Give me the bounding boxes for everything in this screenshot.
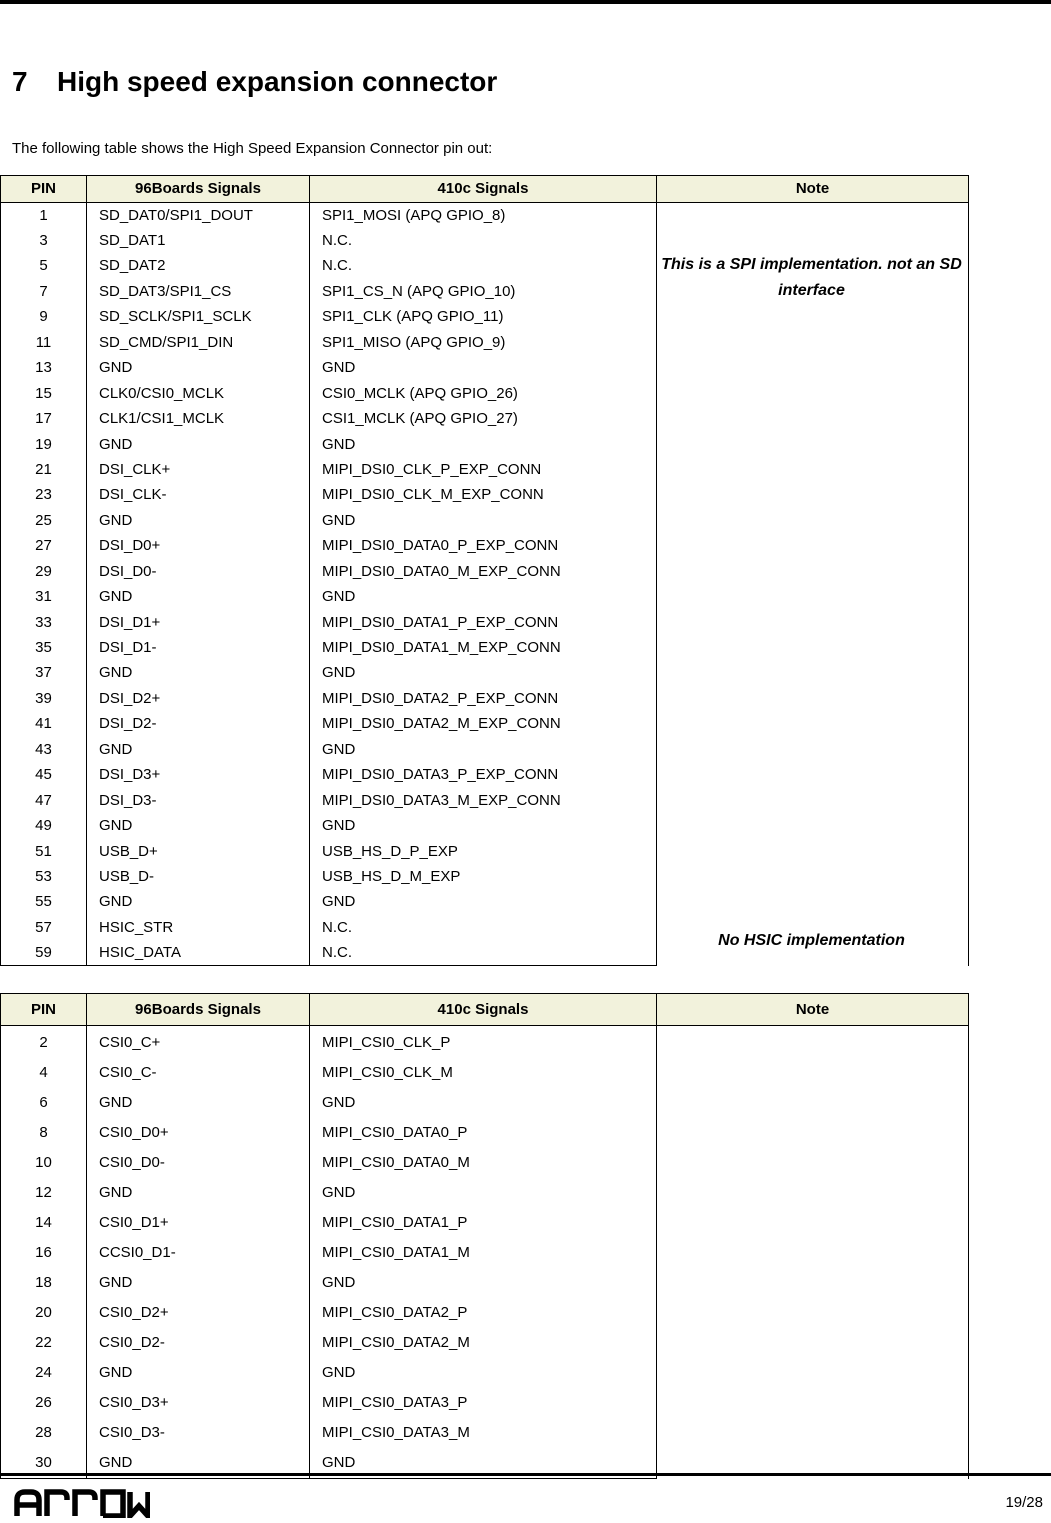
signal-410c-cell: GND — [310, 508, 657, 533]
signal-96boards-cell: CSI0_C+ — [87, 1026, 310, 1059]
header-96boards-signals: 96Boards Signals — [87, 994, 310, 1026]
signal-410c-cell: SPI1_MISO (APQ GPIO_9) — [310, 330, 657, 355]
pin-cell: 14 — [1, 1208, 87, 1238]
signal-96boards-cell: CLK0/CSI0_MCLK — [87, 381, 310, 406]
note-hsic: No HSIC implementation — [718, 932, 905, 949]
signal-410c-cell: MIPI_CSI0_DATA0_P — [310, 1118, 657, 1148]
signal-96boards-cell: DSI_D0+ — [87, 533, 310, 558]
signal-96boards-cell: GND — [87, 813, 310, 838]
signal-96boards-cell: HSIC_DATA — [87, 940, 310, 966]
pin-cell: 27 — [1, 533, 87, 558]
signal-410c-cell: GND — [310, 1268, 657, 1298]
pin-cell: 28 — [1, 1418, 87, 1448]
section-number: 7 — [12, 66, 28, 97]
pin-cell: 47 — [1, 788, 87, 813]
table-header-row — [1, 176, 969, 203]
pin-cell: 31 — [1, 584, 87, 609]
pin-cell: 29 — [1, 559, 87, 584]
pin-cell: 26 — [1, 1388, 87, 1418]
pin-cell: 19 — [1, 432, 87, 457]
signal-96boards-cell: GND — [87, 1178, 310, 1208]
signal-410c-cell: MIPI_DSI0_DATA1_P_EXP_CONN — [310, 610, 657, 635]
header-410c-signals: 410c Signals — [310, 176, 657, 203]
signal-410c-cell: MIPI_CSI0_DATA1_P — [310, 1208, 657, 1238]
signal-410c-cell: GND — [310, 1448, 657, 1479]
signal-410c-cell: MIPI_CSI0_DATA2_M — [310, 1328, 657, 1358]
signal-96boards-cell: CLK1/CSI1_MCLK — [87, 406, 310, 431]
signal-410c-cell: GND — [310, 1088, 657, 1118]
signal-96boards-cell: CSI0_D0- — [87, 1148, 310, 1178]
signal-410c-cell: MIPI_DSI0_DATA1_M_EXP_CONN — [310, 635, 657, 660]
signal-96boards-cell: GND — [87, 1268, 310, 1298]
signal-96boards-cell: GND — [87, 1358, 310, 1388]
signal-96boards-cell: GND — [87, 889, 310, 914]
table-header-row — [1, 994, 969, 1026]
signal-410c-cell: GND — [310, 355, 657, 380]
pin-cell: 3 — [1, 228, 87, 253]
signal-96boards-cell: GND — [87, 584, 310, 609]
pin-cell: 53 — [1, 864, 87, 889]
header-note: Note — [657, 176, 969, 203]
pin-cell: 49 — [1, 813, 87, 838]
signal-96boards-cell: DSI_D3+ — [87, 762, 310, 787]
pin-cell: 8 — [1, 1118, 87, 1148]
table-row — [1, 203, 969, 229]
signal-410c-cell: N.C. — [310, 253, 657, 278]
intro-text: The following table shows the High Speed Expansion Connector pin out: — [12, 140, 493, 157]
signal-96boards-cell: DSI_D1- — [87, 635, 310, 660]
pin-cell: 37 — [1, 660, 87, 685]
signal-96boards-cell: SD_DAT2 — [87, 253, 310, 278]
signal-96boards-cell: SD_DAT1 — [87, 228, 310, 253]
note-cell — [657, 1026, 969, 1479]
header-410c-signals: 410c Signals — [310, 994, 657, 1026]
pin-cell: 5 — [1, 253, 87, 278]
signal-410c-cell: MIPI_CSI0_DATA3_P — [310, 1388, 657, 1418]
signal-96boards-cell: GND — [87, 737, 310, 762]
signal-96boards-cell: DSI_CLK- — [87, 482, 310, 507]
pin-cell: 35 — [1, 635, 87, 660]
signal-96boards-cell: HSIC_STR — [87, 915, 310, 940]
arrow-logo — [14, 1488, 150, 1523]
pin-cell: 18 — [1, 1268, 87, 1298]
signal-410c-cell: SPI1_CLK (APQ GPIO_11) — [310, 304, 657, 329]
signal-96boards-cell: SD_SCLK/SPI1_SCLK — [87, 304, 310, 329]
pin-cell: 30 — [1, 1448, 87, 1479]
pin-cell: 2 — [1, 1026, 87, 1059]
signal-410c-cell: GND — [310, 584, 657, 609]
signal-410c-cell: MIPI_DSI0_DATA2_P_EXP_CONN — [310, 686, 657, 711]
pin-cell: 4 — [1, 1058, 87, 1088]
pin-cell: 59 — [1, 940, 87, 966]
signal-96boards-cell: CSI0_D3+ — [87, 1388, 310, 1418]
pin-cell: 6 — [1, 1088, 87, 1118]
pin-cell: 39 — [1, 686, 87, 711]
signal-96boards-cell: DSI_D2+ — [87, 686, 310, 711]
signal-410c-cell: MIPI_CSI0_DATA1_M — [310, 1238, 657, 1268]
pin-cell: 41 — [1, 711, 87, 736]
pin-cell: 25 — [1, 508, 87, 533]
signal-410c-cell: MIPI_CSI0_DATA0_M — [310, 1148, 657, 1178]
pin-cell: 1 — [1, 203, 87, 229]
signal-96boards-cell: GND — [87, 355, 310, 380]
signal-96boards-cell: SD_DAT0/SPI1_DOUT — [87, 203, 310, 229]
top-rule — [0, 0, 1051, 4]
signal-410c-cell: GND — [310, 660, 657, 685]
signal-410c-cell: SPI1_CS_N (APQ GPIO_10) — [310, 279, 657, 304]
pin-cell: 23 — [1, 482, 87, 507]
signal-410c-cell: GND — [310, 1178, 657, 1208]
signal-96boards-cell: GND — [87, 432, 310, 457]
pin-cell: 16 — [1, 1238, 87, 1268]
pin-cell: 13 — [1, 355, 87, 380]
signal-96boards-cell: CSI0_D2+ — [87, 1298, 310, 1328]
signal-96boards-cell: GND — [87, 660, 310, 685]
page-number: 19/28 — [1005, 1494, 1043, 1511]
signal-410c-cell: N.C. — [310, 940, 657, 966]
signal-410c-cell: GND — [310, 813, 657, 838]
pin-cell: 33 — [1, 610, 87, 635]
signal-410c-cell: GND — [310, 432, 657, 457]
signal-410c-cell: MIPI_CSI0_DATA2_P — [310, 1298, 657, 1328]
signal-96boards-cell: SD_DAT3/SPI1_CS — [87, 279, 310, 304]
footer-rule — [0, 1473, 1051, 1476]
signal-96boards-cell: CSI0_C- — [87, 1058, 310, 1088]
signal-410c-cell: CSI1_MCLK (APQ GPIO_27) — [310, 406, 657, 431]
signal-96boards-cell: GND — [87, 1448, 310, 1479]
pin-cell: 21 — [1, 457, 87, 482]
signal-96boards-cell: CCSI0_D1- — [87, 1238, 310, 1268]
signal-96boards-cell: DSI_D1+ — [87, 610, 310, 635]
signal-410c-cell: MIPI_DSI0_DATA2_M_EXP_CONN — [310, 711, 657, 736]
signal-410c-cell: MIPI_DSI0_DATA3_P_EXP_CONN — [310, 762, 657, 787]
signal-410c-cell: USB_HS_D_P_EXP — [310, 839, 657, 864]
header-96boards-signals: 96Boards Signals — [87, 176, 310, 203]
pin-cell: 51 — [1, 839, 87, 864]
signal-410c-cell: MIPI_DSI0_DATA0_P_EXP_CONN — [310, 533, 657, 558]
header-pin: PIN — [1, 994, 87, 1026]
signal-96boards-cell: CSI0_D1+ — [87, 1208, 310, 1238]
pin-cell: 20 — [1, 1298, 87, 1328]
pin-cell: 9 — [1, 304, 87, 329]
signal-410c-cell: GND — [310, 737, 657, 762]
pin-cell: 24 — [1, 1358, 87, 1388]
signal-96boards-cell: CSI0_D3- — [87, 1418, 310, 1448]
pin-cell: 17 — [1, 406, 87, 431]
signal-410c-cell: CSI0_MCLK (APQ GPIO_26) — [310, 381, 657, 406]
section-heading — [12, 66, 497, 98]
pin-cell: 15 — [1, 381, 87, 406]
signal-410c-cell: MIPI_DSI0_DATA0_M_EXP_CONN — [310, 559, 657, 584]
signal-410c-cell: MIPI_CSI0_CLK_P — [310, 1026, 657, 1059]
pin-cell: 43 — [1, 737, 87, 762]
pin-cell: 12 — [1, 1178, 87, 1208]
signal-96boards-cell: SD_CMD/SPI1_DIN — [87, 330, 310, 355]
signal-410c-cell: MIPI_DSI0_CLK_M_EXP_CONN — [310, 482, 657, 507]
signal-96boards-cell: USB_D+ — [87, 839, 310, 864]
signal-410c-cell: MIPI_DSI0_DATA3_M_EXP_CONN — [310, 788, 657, 813]
pin-cell: 10 — [1, 1148, 87, 1178]
signal-96boards-cell: CSI0_D2- — [87, 1328, 310, 1358]
signal-96boards-cell: GND — [87, 1088, 310, 1118]
signal-410c-cell: N.C. — [310, 915, 657, 940]
pin-cell: 55 — [1, 889, 87, 914]
pin-cell: 45 — [1, 762, 87, 787]
signal-96boards-cell: DSI_D2- — [87, 711, 310, 736]
signal-96boards-cell: GND — [87, 508, 310, 533]
table-row — [1, 1026, 969, 1059]
pin-cell: 7 — [1, 279, 87, 304]
note-cell — [657, 203, 969, 966]
section-title: High speed expansion connector — [57, 66, 498, 97]
signal-96boards-cell: CSI0_D0+ — [87, 1118, 310, 1148]
signal-96boards-cell: DSI_D3- — [87, 788, 310, 813]
signal-410c-cell: SPI1_MOSI (APQ GPIO_8) — [310, 203, 657, 229]
pin-cell: 22 — [1, 1328, 87, 1358]
header-pin: PIN — [1, 176, 87, 203]
header-note: Note — [657, 994, 969, 1026]
signal-410c-cell: MIPI_CSI0_CLK_M — [310, 1058, 657, 1088]
pin-cell: 11 — [1, 330, 87, 355]
signal-410c-cell: GND — [310, 1358, 657, 1388]
even-pins-table — [0, 993, 969, 1479]
pin-cell: 57 — [1, 915, 87, 940]
signal-410c-cell: MIPI_CSI0_DATA3_M — [310, 1418, 657, 1448]
signal-96boards-cell: DSI_CLK+ — [87, 457, 310, 482]
signal-410c-cell: N.C. — [310, 228, 657, 253]
signal-410c-cell: GND — [310, 889, 657, 914]
signal-96boards-cell: USB_D- — [87, 864, 310, 889]
note-spi: This is a SPI implementation. not an SD interface — [661, 256, 962, 299]
signal-410c-cell: MIPI_DSI0_CLK_P_EXP_CONN — [310, 457, 657, 482]
signal-96boards-cell: DSI_D0- — [87, 559, 310, 584]
signal-410c-cell: USB_HS_D_M_EXP — [310, 864, 657, 889]
